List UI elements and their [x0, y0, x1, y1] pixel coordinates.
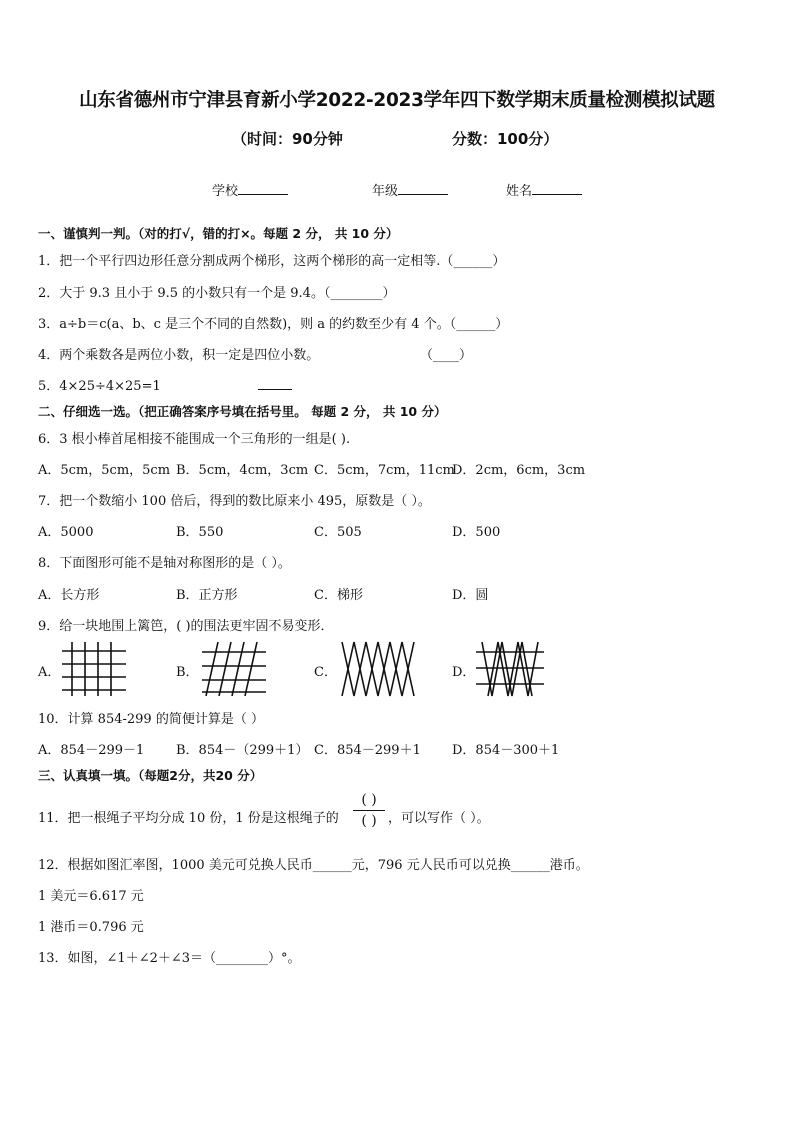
question-5: 5．4×25÷4×25=1 [38, 379, 161, 394]
question-11 [38, 807, 339, 826]
exam-time: （时间：90分钟 [232, 130, 343, 148]
question-13: 13．如图，∠1＋∠2＋∠3＝（________）°。 [38, 951, 301, 966]
q10-option-b[interactable]: B．854－（299＋1） [176, 743, 309, 758]
question-9: 9．给一块地围上篱笆，( )的围法更牢固不易变形． [38, 619, 334, 634]
section-1-heading: 一、谨慎判一判。（对的打√，错的打×。每题 2 分， 共 10 分） [38, 226, 399, 241]
fence-cross-figure [474, 640, 546, 698]
question-8: 8．下面图形可能不是轴对称图形的是（ ）。 [38, 556, 291, 571]
q9-option-b[interactable]: B． [176, 665, 199, 680]
question-11-rest: ，可以写作（ ）。 [388, 811, 490, 826]
fence-zigzag-figure [338, 640, 418, 698]
exam-score: 分数：100分） [452, 130, 559, 148]
question-1: 1．把一个平行四边形任意分割成两个梯形，这两个梯形的高一定相等.（______） [38, 254, 506, 269]
grade-blank[interactable] [398, 182, 448, 195]
section-3-heading: 三、认真填一填。（每题2分，共20 分） [38, 768, 263, 783]
question-6: 6．3 根小棒首尾相接不能围成一个三角形的一组是( ). [38, 432, 351, 447]
q6-option-c[interactable]: C．5cm，7cm，11cm [314, 463, 455, 478]
school-label: 学校 [212, 184, 239, 199]
q8-option-d[interactable]: D．圆 [452, 588, 489, 603]
exchange-rate-hkd: 1 港币＝0.796 元 [38, 920, 144, 935]
question-3: 3．a÷b＝c(a、b、c 是三个不同的自然数)，则 a 的约数至少有 4 个。（______） [38, 317, 509, 332]
q9-option-a[interactable]: A． [38, 665, 61, 680]
fraction-bar [353, 810, 385, 811]
question-7: 7．把一个数缩小 100 倍后，得到的数比原来小 495，原数是（ ）。 [38, 494, 431, 509]
q6-option-a[interactable]: A．5cm，5cm，5cm [38, 463, 171, 478]
q10-option-a[interactable]: A．854－299－1 [38, 743, 145, 758]
fraction-numerator[interactable]: ( ) [361, 792, 377, 808]
question-10: 10．计算 854-299 的简便计算是（ ） [38, 712, 264, 727]
question-2: 2．大于 9.3 且小于 9.5 的小数只有一个是 9.4。（________） [38, 286, 396, 301]
grade-field[interactable] [372, 180, 448, 199]
fraction-blank[interactable] [353, 792, 385, 829]
school-field[interactable] [212, 180, 288, 199]
exchange-rate-usd: 1 美元＝6.617 元 [38, 889, 144, 904]
q7-option-c[interactable]: C．505 [314, 525, 362, 540]
grade-label: 年级 [372, 184, 399, 199]
q8-option-b[interactable]: B．正方形 [176, 588, 238, 603]
q7-option-d[interactable]: D．500 [452, 525, 501, 540]
q6-option-b[interactable]: B．5cm，4cm，3cm [176, 463, 309, 478]
page-title: 山东省德州市宁津县育新小学2022-2023学年四下数学期末质量检测模拟试题 [79, 90, 715, 111]
fraction-denominator[interactable]: ( ) [361, 813, 377, 829]
school-blank[interactable] [238, 182, 288, 195]
q7-option-a[interactable]: A．5000 [38, 525, 94, 540]
name-field[interactable] [506, 180, 582, 199]
q8-option-c[interactable]: C．梯形 [314, 588, 363, 603]
q7-option-b[interactable]: B．550 [176, 525, 224, 540]
name-blank[interactable] [532, 182, 582, 195]
q9-option-d[interactable]: D． [452, 665, 476, 680]
section-2-heading: 二、仔细选一选。（把正确答案序号填在括号里。 每题 2 分， 共 10 分） [38, 404, 447, 419]
question-12: 12．根据如图汇率图，1000 美元可兑换人民币______元，796 元人民币可以兑换______港币。 [38, 858, 589, 873]
question-4: 4．两个乘数各是两位小数，积一定是四位小数。 [38, 348, 320, 363]
name-label: 姓名 [506, 184, 533, 199]
question-5-blank[interactable] [258, 389, 292, 390]
q10-option-c[interactable]: C．854－299＋1 [314, 743, 421, 758]
fence-slanted-figure [198, 640, 270, 698]
fence-grid-figure [60, 640, 128, 698]
question-4-blank[interactable]: （____） [420, 348, 473, 363]
question-11-text: 11．把一根绳子平均分成 10 份，1 份是这根绳子的 [38, 811, 339, 826]
q10-option-d[interactable]: D．854－300＋1 [452, 743, 560, 758]
q9-option-c[interactable]: C． [314, 665, 337, 680]
q6-option-d[interactable]: D．2cm，6cm，3cm [452, 463, 586, 478]
q8-option-a[interactable]: A．长方形 [38, 588, 100, 603]
